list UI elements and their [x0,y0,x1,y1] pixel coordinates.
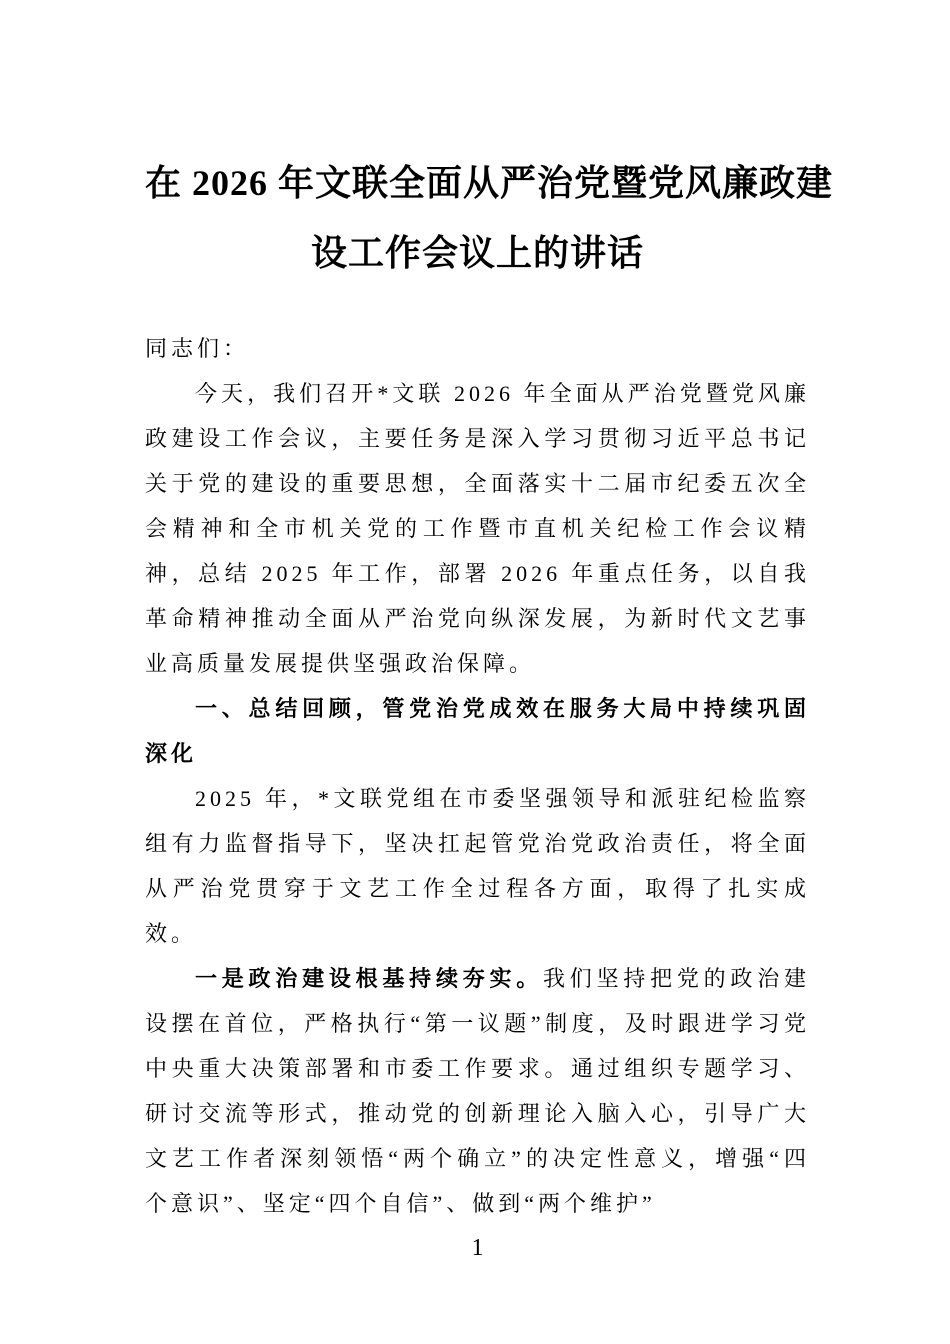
text-run: 2025 年，*文联党组在市委坚强领导和派驻纪检监察组有力监督指导下，坚决扛起管党治党政治责任，将全面从严治党贯穿于文艺工作全过程各方面，取得了扎实成效。 [145,786,810,946]
paragraph [145,956,810,1226]
bold-text-run: 一、总结回顾，管党治党成效在服务大局中持续巩固深化 [145,696,810,766]
document-body [145,326,810,1226]
section-heading [145,686,810,776]
title-line-1: 在 2026 年文联全面从严治党暨党风廉政建 [145,163,834,203]
paragraph [145,776,810,956]
text-run: 今天，我们召开*文联 2026 年全面从严治党暨党风廉政建设工作会议，主要任务是深入学习贯彻习近平总书记关于党的建设的重要思想，全面落实十二届市纪委五次全会精神和全市机关党的工作暨市直机关纪检工作会议精神，总结 2025 年工作，部署 2026 年重点任务，以自我革命精神推动全面从严治党向纵深发展，为新时代文艺事业高质量发展提供坚强政治保障。 [145,381,810,676]
bold-text-run: 一是政治建设根基持续夯实。 [195,966,544,991]
title-line-2: 设工作会议上的讲话 [310,233,644,273]
text-run: 同志们： [145,336,250,361]
document-title [145,148,834,288]
salutation [145,326,810,371]
text-run: 我们坚持把党的政治建设摆在首位，严格执行“第一议题”制度，及时跟进学习党中央重大决策部署和市委工作要求。通过组织专题学习、研讨交流等形式，推动党的创新理论入脑入心，引导广大文艺工作者深刻领悟“两个确立”的决定性意义，增强“四个意识”、坚定“四个自信”、做到“两个维护” [145,966,810,1216]
paragraph [145,371,810,686]
page-number: 1 [471,1235,484,1261]
page-footer [145,1226,810,1271]
